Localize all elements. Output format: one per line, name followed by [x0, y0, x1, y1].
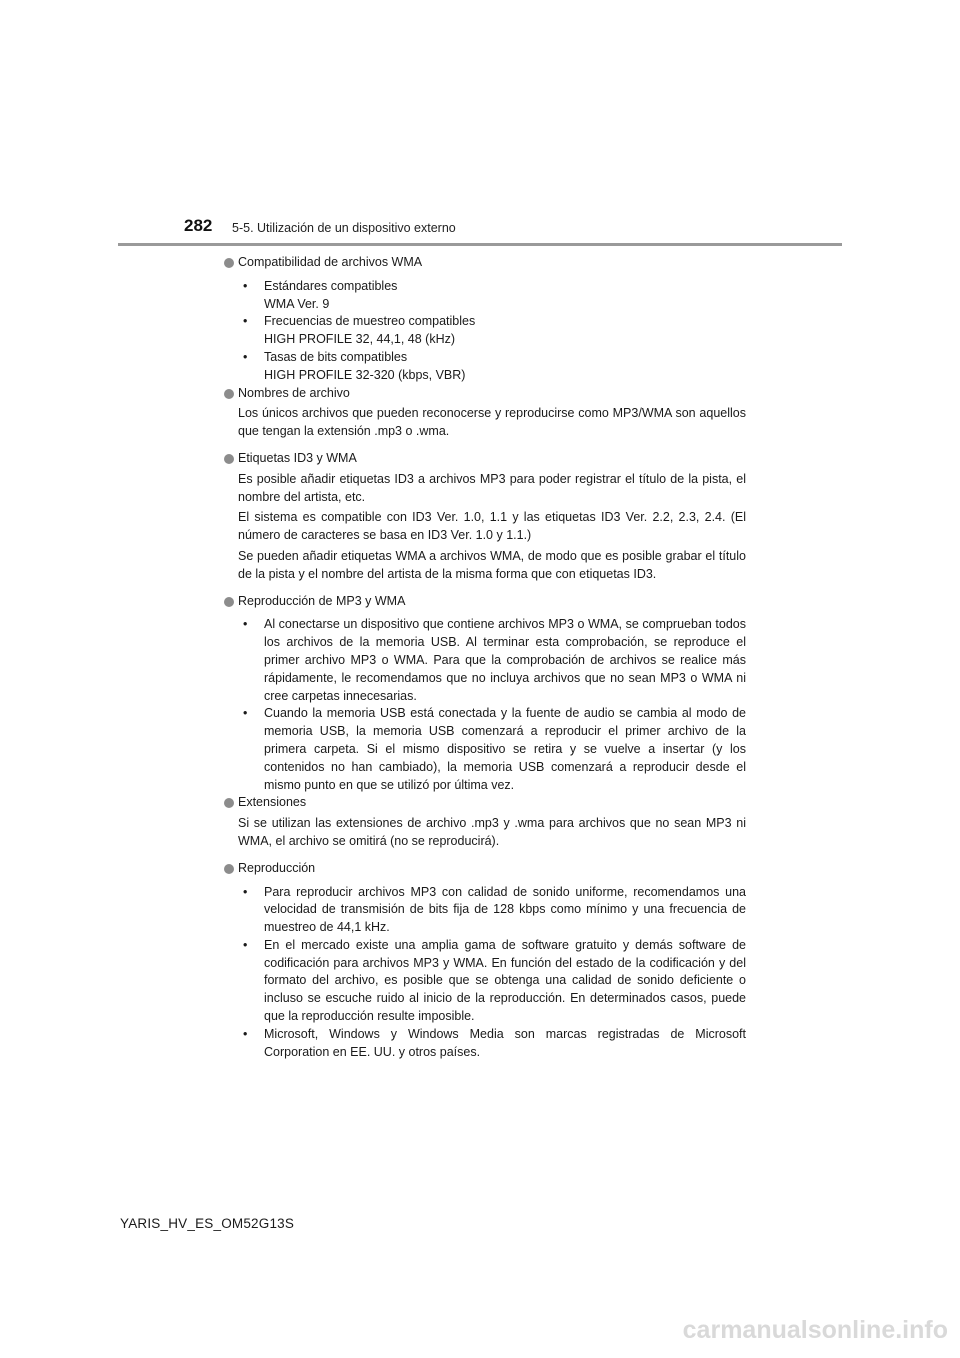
dot-icon: • — [243, 937, 248, 952]
section-heading: Nombres de archivo — [224, 385, 746, 403]
bullet-icon — [224, 389, 234, 399]
section-heading: Extensiones — [224, 794, 746, 812]
section-heading: Compatibilidad de archivos WMA — [224, 254, 746, 272]
header-rule — [118, 243, 842, 246]
section-heading: Reproducción — [224, 860, 746, 878]
section-heading: Reproducción de MP3 y WMA — [224, 593, 746, 611]
dot-icon: • — [243, 884, 248, 899]
dot-icon: • — [243, 1026, 248, 1041]
bullet-icon — [224, 798, 234, 808]
bullet-icon — [224, 864, 234, 874]
paragraph: Es posible añadir etiquetas ID3 a archivos MP3 para poder registrar el título de la pista, el nombre del artista, etc. — [238, 471, 746, 504]
bullet-icon — [224, 454, 234, 464]
section-title: 5-5. Utilización de un dispositivo externo — [232, 221, 456, 235]
list-item: • En el mercado existe una amplia gama de software gratuito y demás software de codificación para archivos MP3 y WMA. En función del estado de la codificación y del formato del archivo, es posible que se obtenga una calidad de sonido deficiente o incluso se escuche ruido al inicio de la reproducción. En determinados casos, puede que la reproducción resulte imposible. — [243, 937, 746, 1024]
list-item: • Al conectarse un dispositivo que contiene archivos MP3 o WMA, se comprueban todos los archivos de la memoria USB. Al terminar esta comprobación, se reproduce el primer archivo MP3 o WMA. Para que la comprobación de archivos se realice más rápidamente, le recomendamos que no incluya archivos que no sean MP3 o WMA ni cree carpetas innecesarias. — [243, 617, 746, 703]
list-item: • Cuando la memoria USB está conectada y la fuente de audio se cambia al modo de memoria USB, la memoria USB comenzará a reproducir el primer archivo de la primera carpeta. Si el mismo dispositivo se retira y se vuelve a insertar (y los contenidos no han cambiado), la memoria USB comenzará a reproducir desde el mismo punto en que se utilizó por última vez. — [243, 706, 746, 792]
dot-icon: • — [243, 314, 248, 329]
bullet-icon — [224, 258, 234, 268]
bullet-icon — [224, 597, 234, 607]
paragraph: El sistema es compatible con ID3 Ver. 1.0, 1.1 y las etiquetas ID3 Ver. 2.2, 2.3, 2.4. (El número de caracteres se basa en ID3 Ver. 1.0 y 1.1.) — [238, 510, 746, 543]
list-item: • Microsoft, Windows y Windows Media son marcas registradas de Microsoft Corporation en EE. UU. y otros países. — [243, 1026, 746, 1059]
list-item: • Estándares compatibles WMA Ver. 9 — [243, 278, 398, 311]
dot-icon: • — [243, 278, 248, 293]
paragraph: Se pueden añadir etiquetas WMA a archivos WMA, de modo que es posible grabar el título de la pista y el nombre del artista de la misma forma que con etiquetas ID3. — [238, 548, 746, 581]
paragraph: Si se utilizan las extensiones de archivo .mp3 y .wma para archivos que no sean MP3 ni WMA, el archivo se omitirá (no se reproducirá). — [238, 816, 746, 848]
dot-icon: • — [243, 617, 248, 632]
dot-icon: • — [243, 706, 248, 721]
paragraph: Los únicos archivos que pueden reconocerse y reproducirse como MP3/WMA son aquellos que tengan la extensión .mp3 o .wma. — [238, 406, 746, 439]
list-item: • Frecuencias de muestreo compatibles HIGH PROFILE 32, 44,1, 48 (kHz) — [243, 314, 476, 347]
list-item: • Tasas de bits compatibles HIGH PROFILE 32-320 (kbps, VBR) — [243, 349, 466, 382]
watermark: carmanualsonline.info — [682, 1316, 948, 1344]
page-header — [184, 214, 744, 238]
footer-doc-code: YARIS_HV_ES_OM52G13S — [120, 1216, 295, 1231]
dot-icon: • — [243, 349, 248, 364]
section-heading: Etiquetas ID3 y WMA — [224, 450, 746, 468]
page-content — [224, 254, 746, 1061]
page-number: 282 — [184, 216, 213, 235]
list-item: • Para reproducir archivos MP3 con calidad de sonido uniforme, recomendamos una velocidad de transmisión de bits fija de 128 kbps como mínimo y una frecuencia de muestreo de 44,1 kHz. — [243, 884, 746, 935]
